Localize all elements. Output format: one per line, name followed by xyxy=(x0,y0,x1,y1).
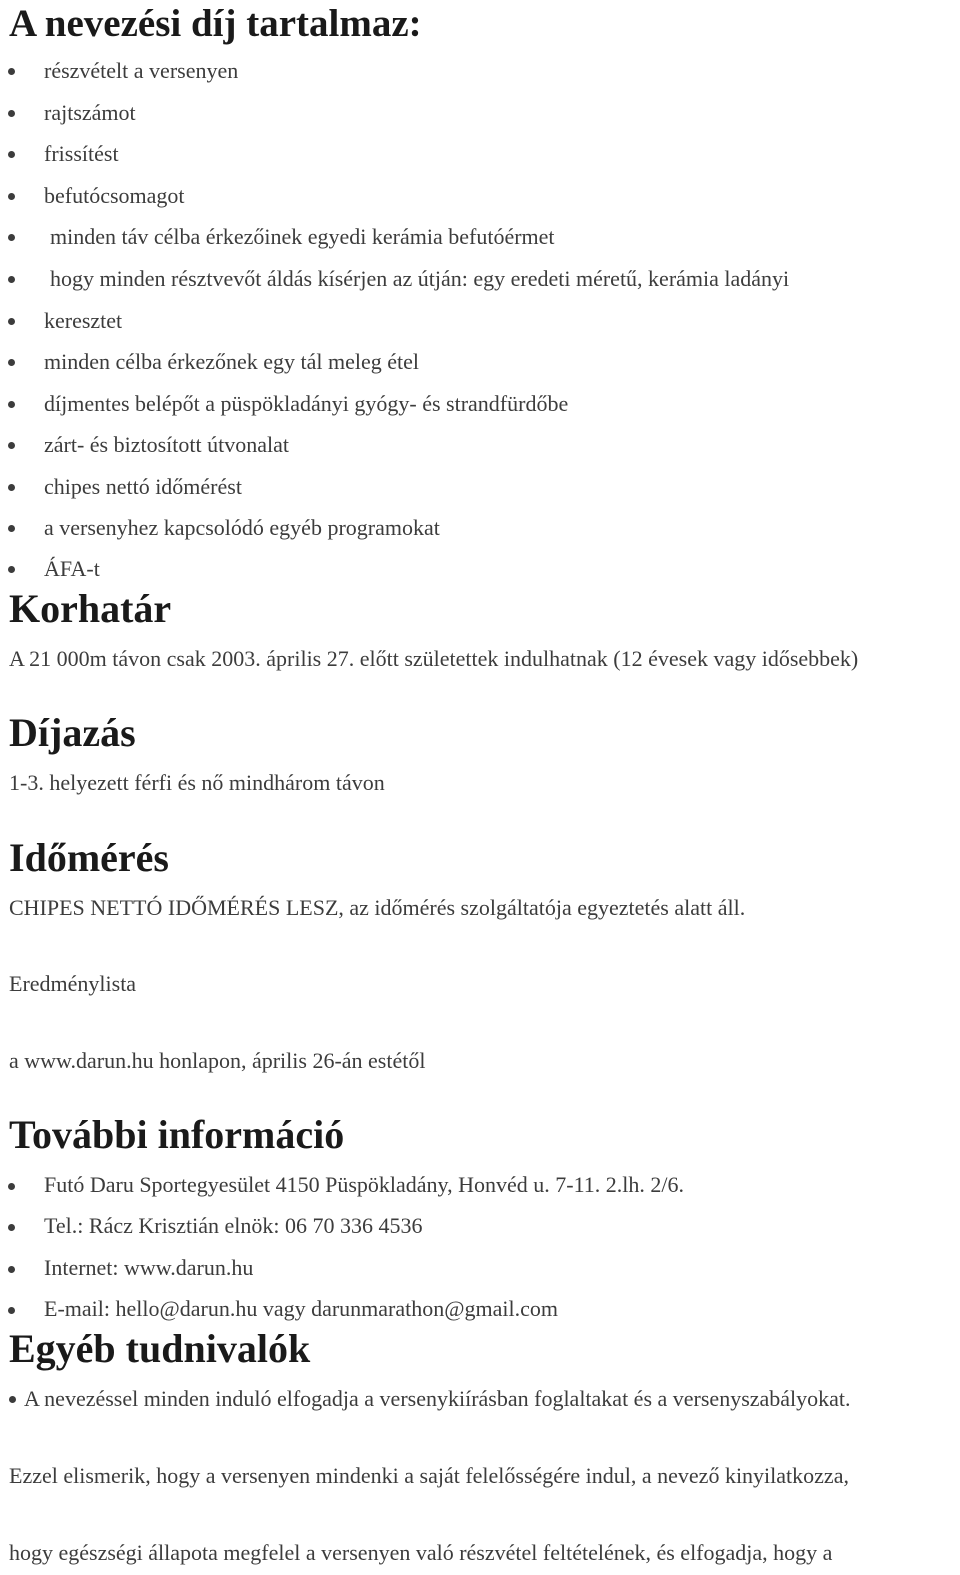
list-item xyxy=(0,306,960,336)
age-limit-heading: Korhatár xyxy=(9,586,172,631)
bullet-icon xyxy=(8,1183,15,1190)
list-item xyxy=(0,98,960,128)
results-text: a www.darun.hu honlapon, április 26-án estétől xyxy=(9,1048,426,1073)
list-item xyxy=(0,1211,960,1241)
list-item xyxy=(0,554,960,584)
bullet-icon xyxy=(8,566,15,573)
bullet-icon xyxy=(8,234,15,241)
list-item xyxy=(0,222,960,252)
list-item-text: keresztet xyxy=(44,308,123,333)
timing-heading: Időmérés xyxy=(9,835,169,880)
list-item-text: díjmentes belépőt a püspökladányi gyógy- és strandfürdőbe xyxy=(44,391,569,416)
list-item-text: rajtszámot xyxy=(44,100,136,125)
list-item xyxy=(0,472,960,502)
more-info-heading: További információ xyxy=(9,1112,345,1157)
bullet-icon xyxy=(8,193,15,200)
bullet-icon xyxy=(8,401,15,408)
list-item-text: befutócsomagot xyxy=(44,183,185,208)
list-item xyxy=(0,264,960,294)
bullet-icon xyxy=(8,1224,15,1231)
list-item-text: Tel.: Rácz Krisztián elnök: 06 70 336 4536 xyxy=(44,1213,423,1238)
other-paragraph-2: hogy egészségi állapota megfelel a versenyen való részvétel feltételének, és elfogadja, hogy a xyxy=(9,1540,833,1565)
list-item-text: a versenyhez kapcsolódó egyéb programokat xyxy=(44,515,440,540)
other-info-heading: Egyéb tudnivalók xyxy=(9,1326,311,1371)
bullet-icon xyxy=(8,484,15,491)
list-item-text: részvételt a versenyen xyxy=(44,58,239,83)
timing-text: CHIPES NETTÓ IDŐMÉRÉS LESZ, az időmérés szolgáltatója egyeztetés alatt áll. xyxy=(9,895,746,920)
list-item-text: E-mail: hello@darun.hu vagy darunmarathon@gmail.com xyxy=(44,1296,558,1321)
list-item-text: minden táv célba érkezőinek egyedi kerámia befutóérmet xyxy=(50,224,555,249)
bullet-icon xyxy=(8,318,15,325)
other-paragraph-1: Ezzel elismerik, hogy a versenyen mindenki a saját felelősségére indul, a nevező kinyilatkozza, xyxy=(9,1463,849,1488)
list-item xyxy=(0,513,960,543)
list-item-text: zárt- és biztosított útvonalat xyxy=(44,432,289,457)
bullet-icon xyxy=(8,276,15,283)
bullet-icon xyxy=(8,442,15,449)
bullet-icon xyxy=(8,1266,15,1273)
list-item xyxy=(0,181,960,211)
list-item xyxy=(0,56,960,86)
list-item-text: hogy minden résztvevőt áldás kísérjen az útján: egy eredeti méretű, kerámia ladányi xyxy=(50,266,790,291)
awards-text: 1-3. helyezett férfi és nő mindhárom távon xyxy=(9,770,385,795)
list-item xyxy=(0,347,960,377)
list-item-text: minden célba érkezőnek egy tál meleg étel xyxy=(44,349,420,374)
list-item xyxy=(0,1294,960,1324)
list-item xyxy=(0,1253,960,1283)
list-item-text: Internet: www.darun.hu xyxy=(44,1255,254,1280)
list-item xyxy=(0,139,960,169)
bullet-icon xyxy=(9,1396,16,1403)
awards-heading: Díjazás xyxy=(9,710,136,755)
list-item xyxy=(9,1384,851,1414)
list-item xyxy=(0,1170,960,1200)
results-label: Eredménylista xyxy=(9,971,137,996)
list-item-text: Futó Daru Sportegyesület 4150 Püspökladány, Honvéd u. 7-11. 2.lh. 2/6. xyxy=(44,1172,684,1197)
bullet-icon xyxy=(8,1307,15,1314)
age-limit-text: A 21 000m távon csak 2003. április 27. előtt születettek indulhatnak (12 évesek vagy idősebbek) xyxy=(9,646,859,671)
entry-fee-heading: A nevezési díj tartalmaz: xyxy=(9,2,422,45)
bullet-icon xyxy=(8,151,15,158)
bullet-icon xyxy=(8,359,15,366)
list-item-text: ÁFA-t xyxy=(44,556,100,581)
list-item xyxy=(0,389,960,419)
bullet-icon xyxy=(8,110,15,117)
list-item-text: frissítést xyxy=(44,141,119,166)
list-item-text: chipes nettó időmérést xyxy=(44,474,242,499)
list-item xyxy=(0,430,960,460)
bullet-icon xyxy=(8,68,15,75)
bullet-icon xyxy=(8,525,15,532)
list-item-text: A nevezéssel minden induló elfogadja a versenykiírásban foglaltakat és a versenyszabályokat. xyxy=(24,1386,851,1411)
